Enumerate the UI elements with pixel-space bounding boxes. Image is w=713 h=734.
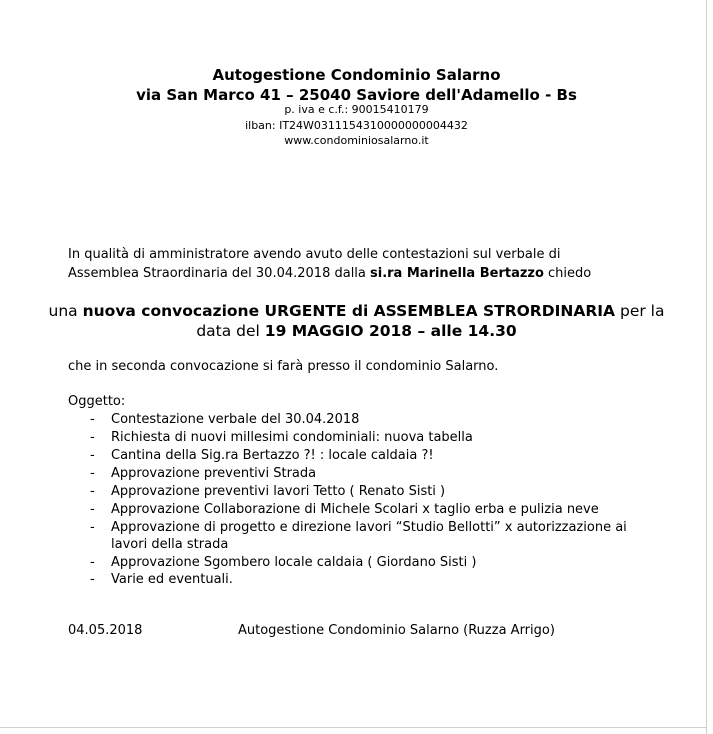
intro-line-1: In qualità di amministratore avendo avuto delle contestazioni sul verbale di	[68, 247, 561, 262]
letterhead-title: Autogestione Condominio Salarno	[212, 66, 501, 84]
agenda-item-text: Richiesta di nuovi millesimi condominiali: nuova tabella	[111, 430, 473, 445]
letterhead-vat: p. iva e c.f.: 90015410179	[284, 103, 429, 116]
agenda-item-text: Approvazione Sgombero locale caldaia ( Giordano Sisti )	[111, 555, 477, 570]
agenda-dash: -	[90, 502, 95, 517]
agenda-dash: -	[90, 520, 95, 535]
document-date: 04.05.2018	[68, 623, 143, 638]
second-call-notice: che in seconda convocazione si farà presso il condominio Salarno.	[68, 359, 499, 374]
request-text-a: una	[48, 302, 83, 320]
agenda-item-text: Approvazione di progetto e direzione lavori “Studio Bellotti” x autorizzazione ai lavori della strada	[111, 520, 627, 552]
agenda-item-text: Approvazione Collaborazione di Michele Scolari x taglio erba e pulizia neve	[111, 502, 599, 517]
agenda-dash: -	[90, 448, 95, 463]
request-text-c: data del	[196, 322, 265, 340]
agenda-dash: -	[90, 412, 95, 427]
agenda-dash: -	[90, 555, 95, 570]
agenda-dash: -	[90, 484, 95, 499]
agenda-dash: -	[90, 430, 95, 445]
page-edge-bottom	[0, 727, 707, 728]
request-line-1	[0, 302, 713, 320]
intro-line-2	[68, 266, 591, 281]
intro-line-2-suffix: chiedo	[543, 266, 592, 281]
agenda-dash: -	[90, 466, 95, 481]
agenda-item-text: Approvazione preventivi Strada	[111, 466, 317, 481]
agenda-item-text: Approvazione preventivi lavori Tetto ( Renato Sisti )	[111, 484, 446, 499]
letterhead-website: www.condominiosalarno.it	[284, 134, 429, 147]
agenda-dash: -	[90, 572, 95, 587]
request-line-2	[0, 322, 713, 340]
subject-label: Oggetto:	[68, 394, 126, 409]
meeting-date: 19 MAGGIO 2018 – alle 14.30	[264, 322, 517, 340]
intro-line-2-prefix: Assemblea Straordinaria del 30.04.2018 dalla	[68, 266, 371, 281]
signature: Autogestione Condominio Salarno (Ruzza Arrigo)	[238, 623, 555, 638]
request-text-b: per la	[615, 302, 665, 320]
request-urgent-meeting: nuova convocazione URGENTE di ASSEMBLEA STRORDINARIA	[82, 302, 616, 320]
complainant-name: si.ra Marinella Bertazzo	[370, 266, 544, 281]
letterhead-address: via San Marco 41 – 25040 Saviore dell'Adamello - Bs	[136, 86, 577, 104]
agenda-item-text: Cantina della Sig.ra Bertazzo ?! : locale caldaia ?!	[111, 448, 434, 463]
agenda-item-text: Contestazione verbale del 30.04.2018	[111, 412, 360, 427]
agenda-item-text: Varie ed eventuali.	[111, 572, 233, 587]
letterhead-iban: ilban: IT24W0311154310000000004432	[245, 119, 468, 132]
